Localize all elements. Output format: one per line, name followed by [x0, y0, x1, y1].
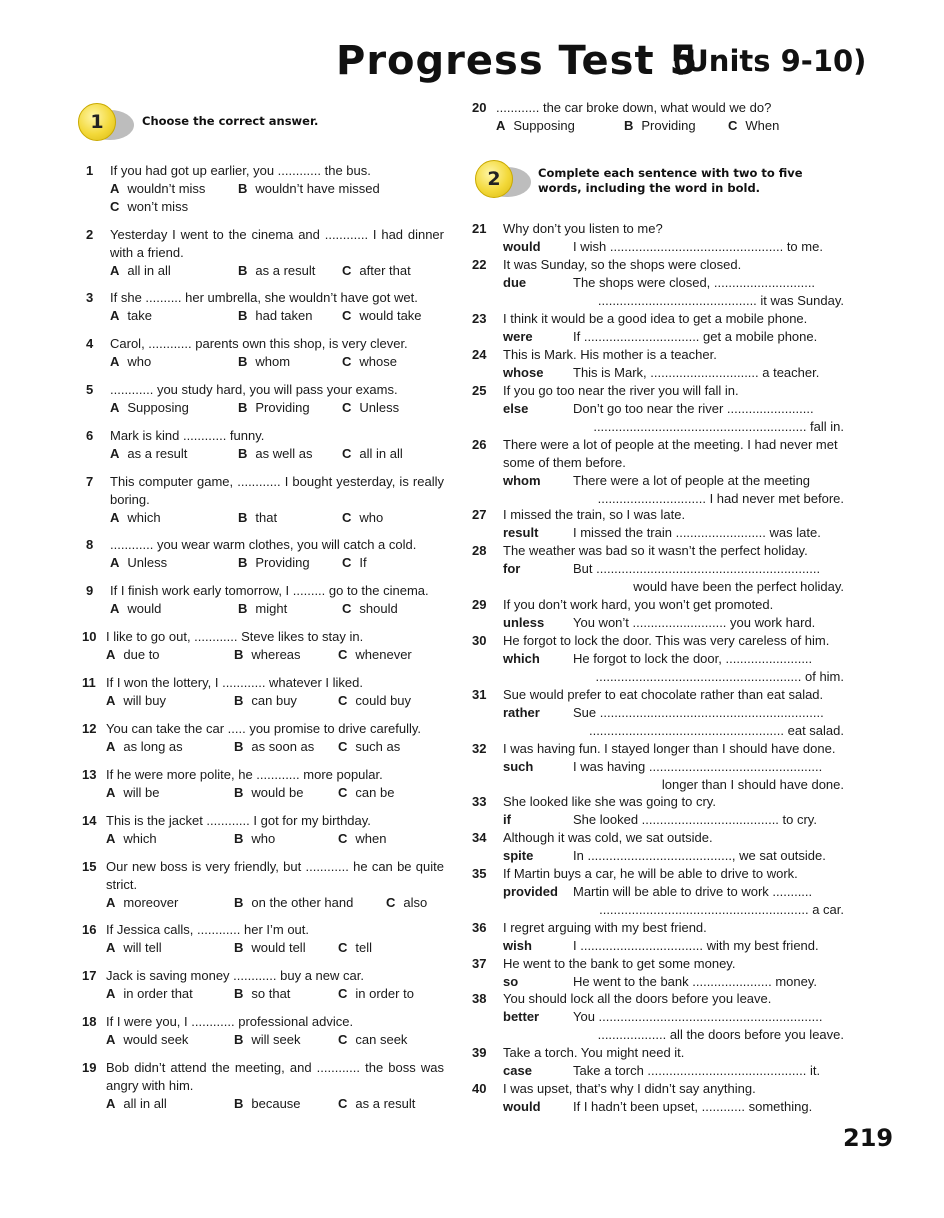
- answer-line[interactable]: I wish ................................................ to me.: [573, 239, 823, 254]
- answer-option-a[interactable]: A all in all: [110, 263, 171, 278]
- question-14: [82, 812, 444, 848]
- question-stem: Bob didn’t attend the meeting, and ............ the boss was angry with him.: [106, 1060, 444, 1093]
- question-3: [86, 289, 444, 325]
- question-number: 25: [472, 383, 487, 398]
- transformation-22: [472, 256, 844, 310]
- answer-option-a[interactable]: A would: [110, 601, 162, 616]
- original-sentence: If you don’t work hard, you won’t get promoted.: [503, 597, 774, 612]
- answer-line-continued[interactable]: longer than I should have done.: [661, 777, 844, 792]
- question-number: 27: [472, 507, 487, 522]
- answer-line-continued[interactable]: ......................................................... of him.: [595, 669, 844, 684]
- answer-option-b[interactable]: B as soon as: [234, 739, 315, 754]
- answer-option-b[interactable]: B as well as: [238, 446, 313, 461]
- answer-option-c[interactable]: C If: [342, 555, 367, 570]
- answer-line-continued[interactable]: ............................................ it was Sunday.: [597, 293, 844, 308]
- answer-option-a[interactable]: A moreover: [106, 895, 179, 910]
- question-number: 31: [472, 687, 487, 702]
- question-6: [86, 427, 444, 463]
- question-number: 8: [86, 537, 94, 552]
- question-stem: Jack is saving money ............ buy a new car.: [106, 968, 364, 983]
- transformation-38: [472, 990, 844, 1044]
- answer-option-b[interactable]: B wouldn’t have missed: [238, 181, 380, 196]
- keyword: rather: [503, 705, 540, 720]
- answer-line-continued[interactable]: would have been the perfect holiday.: [633, 579, 844, 594]
- transformation-24: [472, 346, 844, 382]
- question-number: 22: [472, 257, 487, 272]
- answer-option-c[interactable]: C can be: [338, 785, 395, 800]
- answer-line[interactable]: But ..............................................................: [573, 561, 821, 576]
- answer-option-b[interactable]: B Providing: [624, 118, 696, 133]
- question-number: 7: [86, 474, 94, 489]
- answer-option-c[interactable]: C whose: [342, 354, 397, 369]
- answer-option-c[interactable]: C should: [342, 601, 398, 616]
- question-11: [82, 674, 444, 710]
- transformation-39: [472, 1044, 844, 1080]
- original-sentence: I missed the train, so I was late.: [503, 507, 686, 522]
- answer-option-a[interactable]: A will tell: [106, 940, 162, 955]
- question-number: 26: [472, 437, 487, 452]
- section2-instruction: Complete each sentence with two to five words, including the word in bold.: [538, 166, 803, 195]
- question-number: 15: [82, 859, 97, 874]
- question-number: 37: [472, 956, 487, 971]
- keyword: so: [503, 974, 519, 989]
- answer-line[interactable]: He forgot to lock the door, ........................: [573, 651, 813, 666]
- original-sentence: It was Sunday, so the shops were closed.: [503, 257, 742, 272]
- question-20: [472, 99, 844, 135]
- answer-option-a[interactable]: A will be: [106, 785, 160, 800]
- answer-line[interactable]: I .................................. with my best friend.: [573, 938, 819, 953]
- question-number: 32: [472, 741, 487, 756]
- answer-option-a[interactable]: A which: [110, 510, 161, 525]
- question-stem: If I finish work early tomorrow, I ......... go to the cinema.: [110, 583, 429, 598]
- question-number: 3: [86, 290, 94, 305]
- transformation-33: [472, 793, 844, 829]
- original-sentence: I think it would be a good idea to get a mobile phone.: [503, 311, 808, 326]
- question-stem: If Jessica calls, ............ her I’m out.: [106, 922, 310, 937]
- question-number: 11: [82, 675, 96, 690]
- answer-option-b[interactable]: B Providing: [238, 555, 310, 570]
- answer-option-c[interactable]: C also: [386, 895, 428, 910]
- answer-option-a[interactable]: A Supposing: [496, 118, 575, 133]
- answer-option-a[interactable]: A all in all: [106, 1096, 167, 1111]
- question-stem: If you had got up earlier, you ............ the bus.: [110, 163, 371, 178]
- keyword: whom: [503, 473, 541, 488]
- question-number: 39: [472, 1045, 487, 1060]
- answer-option-c[interactable]: C such as: [338, 739, 401, 754]
- question-number: 36: [472, 920, 487, 935]
- question-15: [82, 858, 444, 912]
- answer-option-c[interactable]: C Unless: [342, 400, 400, 415]
- answer-line[interactable]: The shops were closed, ............................: [573, 275, 816, 290]
- answer-line[interactable]: If I hadn’t been upset, ............ something.: [573, 1099, 813, 1114]
- original-sentence: He went to the bank to get some money.: [503, 956, 736, 971]
- answer-line[interactable]: This is Mark, .............................. a teacher.: [573, 365, 820, 380]
- question-number: 29: [472, 597, 487, 612]
- transformation-31: [472, 686, 844, 740]
- original-sentence: There were a lot of people at the meeting. I had never met some of them before.: [503, 437, 838, 470]
- answer-option-a[interactable]: A would seek: [106, 1032, 189, 1047]
- answer-line[interactable]: She looked ...................................... to cry.: [573, 812, 817, 827]
- answer-option-a[interactable]: A take: [110, 308, 152, 323]
- transformation-30: [472, 632, 844, 686]
- transformation-37: [472, 955, 844, 991]
- question-stem: ............ you wear warm clothes, you will catch a cold.: [110, 537, 417, 552]
- keyword: spite: [503, 848, 534, 863]
- page-title: Progress Test 5: [336, 38, 699, 84]
- question-number: 10: [82, 629, 97, 644]
- question-number: 30: [472, 633, 487, 648]
- question-number: 40: [472, 1081, 487, 1096]
- question-17: [82, 967, 444, 1003]
- answer-option-c[interactable]: C in order to: [338, 986, 414, 1001]
- question-13: [82, 766, 444, 802]
- answer-line[interactable]: Don’t go too near the river ........................: [573, 401, 814, 416]
- question-stem: This is the jacket ............ I got for my birthday.: [106, 813, 371, 828]
- keyword: if: [503, 812, 511, 827]
- keyword: else: [503, 401, 529, 416]
- question-number: 20: [472, 100, 487, 115]
- answer-option-a[interactable]: A which: [106, 831, 157, 846]
- question-number: 9: [86, 583, 94, 598]
- answer-line[interactable]: I was having ................................................: [573, 759, 823, 774]
- answer-line[interactable]: I missed the train ......................... was late.: [573, 525, 821, 540]
- answer-option-b[interactable]: B on the other hand: [234, 895, 354, 910]
- question-stem: ............ the car broke down, what would we do?: [496, 100, 772, 115]
- transformation-23: [472, 310, 844, 346]
- answer-option-c[interactable]: C as a result: [338, 1096, 416, 1111]
- page-subtitle: (Units 9-10): [672, 44, 867, 78]
- original-sentence: I regret arguing with my best friend.: [503, 920, 707, 935]
- answer-option-a[interactable]: A as a result: [110, 446, 188, 461]
- answer-option-b[interactable]: B because: [234, 1096, 301, 1111]
- transformation-28: [472, 542, 844, 596]
- question-stem: If I won the lottery, I ............ whatever I liked.: [106, 675, 363, 690]
- answer-option-b[interactable]: B had taken: [238, 308, 313, 323]
- question-stem: Yesterday I went to the cinema and ............ I had dinner with a friend.: [110, 227, 444, 260]
- question-stem: You can take the car ..... you promise to drive carefully.: [106, 721, 422, 736]
- question-stem: Mark is kind ............ funny.: [110, 428, 265, 443]
- answer-option-b[interactable]: B whereas: [234, 647, 301, 662]
- question-2: [86, 226, 444, 280]
- transformation-35: [472, 865, 844, 919]
- original-sentence: I was upset, that’s why I didn’t say anything.: [503, 1081, 756, 1096]
- answer-line-continued[interactable]: ................... all the doors before you leave.: [597, 1027, 844, 1042]
- answer-option-c[interactable]: C When: [728, 118, 780, 133]
- answer-option-a[interactable]: A in order that: [106, 986, 193, 1001]
- answer-option-b[interactable]: B would be: [234, 785, 304, 800]
- answer-option-c[interactable]: C who: [342, 510, 384, 525]
- question-number: 38: [472, 991, 487, 1006]
- answer-option-a[interactable]: A who: [110, 354, 152, 369]
- answer-option-a[interactable]: A Unless: [110, 555, 168, 570]
- transformation-27: [472, 506, 844, 542]
- question-number: 12: [82, 721, 97, 736]
- answer-line-continued[interactable]: .......................................................... a car.: [599, 902, 844, 917]
- original-sentence: The weather was bad so it wasn’t the perfect holiday.: [503, 543, 808, 558]
- answer-line[interactable]: There were a lot of people at the meeting: [573, 473, 811, 488]
- answer-option-b[interactable]: B might: [238, 601, 288, 616]
- transformation-25: [472, 382, 844, 436]
- transformation-29: [472, 596, 844, 632]
- answer-option-b[interactable]: B would tell: [234, 940, 306, 955]
- question-4: [86, 335, 444, 371]
- question-number: 13: [82, 767, 97, 782]
- answer-option-c[interactable]: C whenever: [338, 647, 412, 662]
- section-badge-2: 2: [475, 160, 531, 202]
- transformation-40: [472, 1080, 844, 1116]
- answer-line[interactable]: Martin will be able to drive to work ...........: [573, 884, 813, 899]
- answer-option-a[interactable]: A wouldn’t miss: [110, 181, 206, 196]
- answer-line[interactable]: Sue ..............................................................: [573, 705, 824, 720]
- question-number: 6: [86, 428, 94, 443]
- question-16: [82, 921, 444, 957]
- answer-option-c[interactable]: C all in all: [342, 446, 403, 461]
- answer-option-b[interactable]: B as a result: [238, 263, 316, 278]
- transformation-34: [472, 829, 844, 865]
- question-9: [86, 582, 444, 618]
- transformation-36: [472, 919, 844, 955]
- question-number: 19: [82, 1060, 97, 1075]
- transformation-26: [472, 436, 844, 508]
- answer-option-c[interactable]: C can seek: [338, 1032, 408, 1047]
- keyword: provided: [503, 884, 558, 899]
- keyword: wish: [503, 938, 532, 953]
- question-8: [86, 536, 444, 572]
- original-sentence: He forgot to lock the door. This was very careless of him.: [503, 633, 830, 648]
- question-19: [82, 1059, 444, 1113]
- question-1: [86, 162, 394, 216]
- keyword: result: [503, 525, 539, 540]
- answer-option-a[interactable]: A as long as: [106, 739, 183, 754]
- original-sentence: This is Mark. His mother is a teacher.: [503, 347, 717, 362]
- answer-line-continued[interactable]: ...................................................... eat salad.: [588, 723, 844, 738]
- keyword: were: [503, 329, 533, 344]
- section1-instruction: Choose the correct answer.: [142, 114, 319, 128]
- original-sentence: If Martin buys a car, he will be able to drive to work.: [503, 866, 798, 881]
- answer-line[interactable]: You won’t .......................... you work hard.: [573, 615, 816, 630]
- question-stem: ............ you study hard, you will pass your exams.: [110, 382, 398, 397]
- answer-option-a[interactable]: A due to: [106, 647, 160, 662]
- question-stem: Our new boss is very friendly, but ............ he can be quite strict.: [106, 859, 444, 892]
- answer-line[interactable]: If ................................ get a mobile phone.: [573, 329, 818, 344]
- answer-line-continued[interactable]: ........................................................... fall in.: [593, 419, 844, 434]
- question-stem: If he were more polite, he ............ more popular.: [106, 767, 383, 782]
- question-number: 1: [86, 163, 94, 178]
- answer-option-b[interactable]: B that: [238, 510, 278, 525]
- keyword: case: [503, 1063, 532, 1078]
- keyword: whose: [503, 365, 544, 380]
- keyword: would: [503, 1099, 541, 1114]
- original-sentence: Sue would prefer to eat chocolate rather than eat salad.: [503, 687, 824, 702]
- answer-option-b[interactable]: B who: [234, 831, 276, 846]
- answer-option-c[interactable]: C would take: [342, 308, 422, 323]
- keyword: unless: [503, 615, 545, 630]
- answer-option-b[interactable]: B can buy: [234, 693, 297, 708]
- keyword: would: [503, 239, 541, 254]
- answer-option-b[interactable]: B whom: [238, 354, 291, 369]
- answer-option-a[interactable]: A Supposing: [110, 400, 189, 415]
- keyword: such: [503, 759, 534, 774]
- question-number: 21: [472, 221, 487, 236]
- answer-option-b[interactable]: B so that: [234, 986, 291, 1001]
- question-number: 14: [82, 813, 97, 828]
- keyword: which: [503, 651, 540, 666]
- question-number: 34: [472, 830, 487, 845]
- question-stem: This computer game, ............ I bought yesterday, is really boring.: [110, 474, 444, 507]
- answer-option-c[interactable]: C won’t miss: [110, 199, 189, 214]
- question-number: 4: [86, 336, 94, 351]
- question-stem: If she .......... her umbrella, she wouldn’t have got wet.: [110, 290, 418, 305]
- question-number: 2: [86, 227, 94, 242]
- answer-option-c[interactable]: C after that: [342, 263, 411, 278]
- page-number: 219: [843, 1124, 894, 1152]
- question-number: 24: [472, 347, 487, 362]
- question-12: [82, 720, 444, 756]
- question-number: 23: [472, 311, 487, 326]
- original-sentence: She looked like she was going to cry.: [503, 794, 716, 809]
- original-sentence: I was having fun. I stayed longer than I should have done.: [503, 741, 836, 756]
- keyword: due: [503, 275, 527, 290]
- question-number: 33: [472, 794, 487, 809]
- answer-option-b[interactable]: B Providing: [238, 400, 310, 415]
- question-number: 17: [82, 968, 97, 983]
- answer-option-c[interactable]: C when: [338, 831, 387, 846]
- transformation-32: [472, 740, 844, 794]
- answer-line[interactable]: In ........................................, we sat outside.: [573, 848, 826, 863]
- original-sentence: You should lock all the doors before you leave.: [503, 991, 772, 1006]
- question-stem: Carol, ............ parents own this shop, is very clever.: [110, 336, 408, 351]
- question-stem: If I were you, I ............ professional advice.: [106, 1014, 354, 1029]
- question-7: [86, 473, 444, 527]
- answer-option-c[interactable]: C tell: [338, 940, 373, 955]
- original-sentence: Why don’t you listen to me?: [503, 221, 663, 236]
- question-10: [82, 628, 444, 664]
- answer-option-b[interactable]: B will seek: [234, 1032, 301, 1047]
- question-number: 35: [472, 866, 487, 881]
- transformation-21: [472, 220, 844, 256]
- question-18: [82, 1013, 444, 1049]
- original-sentence: Take a torch. You might need it.: [503, 1045, 685, 1060]
- question-5: [86, 381, 444, 417]
- answer-line-continued[interactable]: .............................. I had never met before.: [597, 491, 844, 506]
- answer-option-a[interactable]: A will buy: [106, 693, 167, 708]
- answer-line[interactable]: He went to the bank ...................... money.: [573, 974, 817, 989]
- question-number: 18: [82, 1014, 97, 1029]
- answer-line[interactable]: You ..............................................................: [573, 1009, 823, 1024]
- question-stem: I like to go out, ............ Steve likes to stay in.: [106, 629, 364, 644]
- answer-line[interactable]: Take a torch ............................................ it.: [573, 1063, 821, 1078]
- question-number: 16: [82, 922, 97, 937]
- question-number: 5: [86, 382, 94, 397]
- section-badge-1: 1: [78, 103, 134, 145]
- keyword: for: [503, 561, 521, 576]
- question-number: 28: [472, 543, 487, 558]
- keyword: better: [503, 1009, 540, 1024]
- answer-option-c[interactable]: C could buy: [338, 693, 412, 708]
- original-sentence: If you go too near the river you will fall in.: [503, 383, 739, 398]
- original-sentence: Although it was cold, we sat outside.: [503, 830, 713, 845]
